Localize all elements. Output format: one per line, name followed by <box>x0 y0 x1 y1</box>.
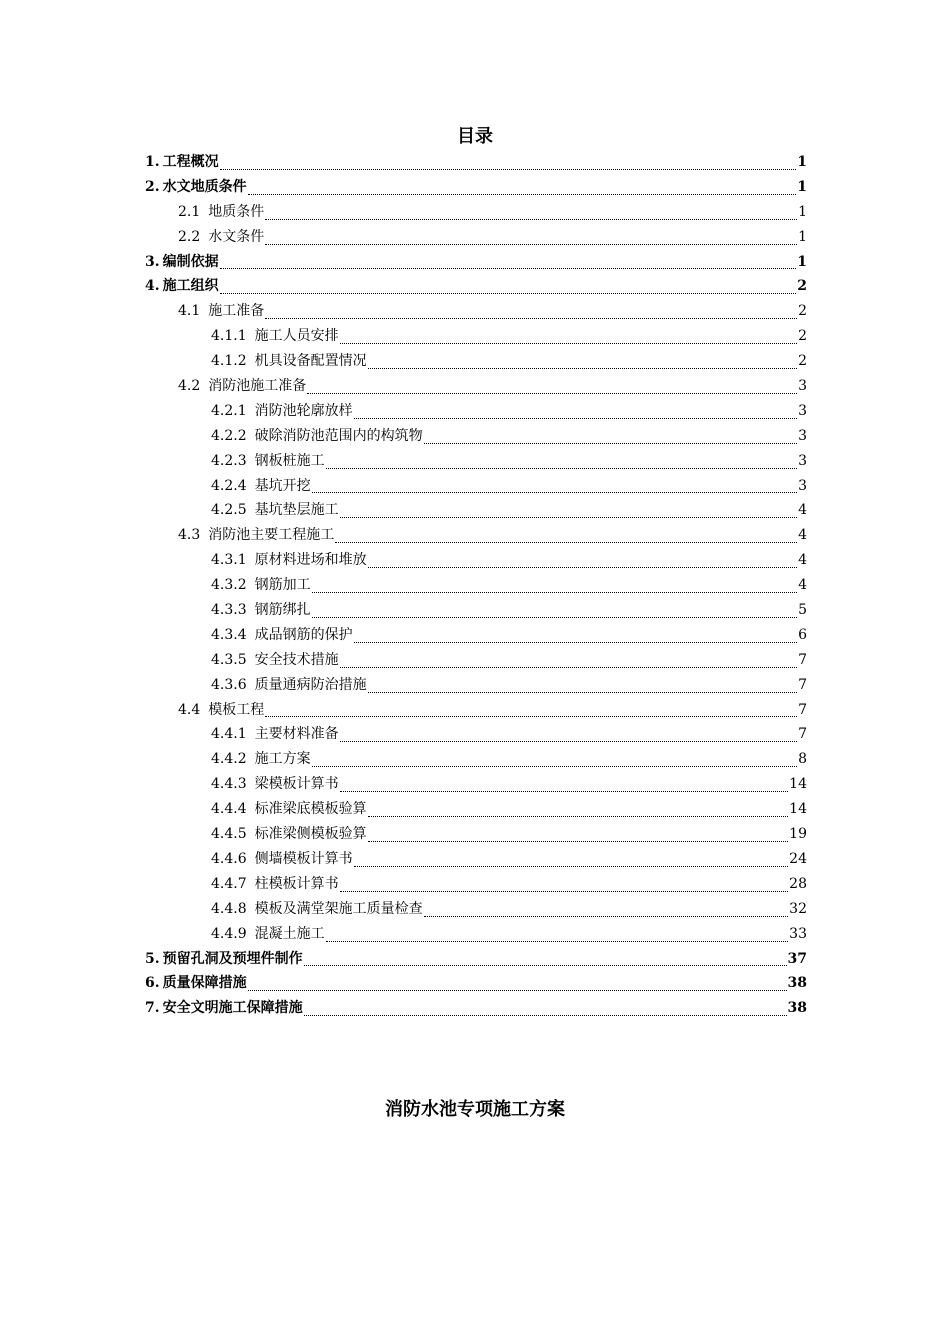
toc-entry-title: 模板及满堂架施工质量检查 <box>254 900 423 917</box>
toc-entry-title: 基坑垫层施工 <box>254 502 339 519</box>
toc-entry[interactable] <box>145 349 807 374</box>
toc-entry-number: 2.2 <box>178 228 201 245</box>
toc-entry-number: 4.4.8 <box>211 900 247 917</box>
toc-entry[interactable] <box>145 424 807 449</box>
toc-entry-title: 安全技术措施 <box>254 651 339 668</box>
toc-entry-page: 3 <box>798 402 807 419</box>
toc-entry-number: 4.3.3 <box>211 602 247 619</box>
toc-entry-page: 37 <box>787 950 807 967</box>
toc-entry-number: 3. <box>145 253 160 270</box>
toc-entry-number: 4.2.3 <box>211 452 247 469</box>
toc-entry-title: 主要材料准备 <box>254 726 339 743</box>
toc-entry-title: 施工方案 <box>254 751 311 768</box>
toc-entry-number: 4.2.2 <box>211 427 247 444</box>
toc-dot-leader <box>354 418 797 419</box>
toc-entry[interactable] <box>145 598 807 623</box>
toc-entry[interactable] <box>145 498 807 523</box>
toc-entry-title: 钢筋加工 <box>254 577 311 594</box>
toc-entry[interactable] <box>145 648 807 673</box>
toc-entry-page: 38 <box>787 975 807 992</box>
toc-entry-title: 地质条件 <box>208 203 265 220</box>
toc-dot-leader <box>368 816 789 817</box>
toc-title: 目录 <box>457 126 493 147</box>
toc-entry[interactable] <box>145 548 807 573</box>
toc-entry-page: 1 <box>797 253 807 270</box>
toc-entry[interactable] <box>145 996 807 1021</box>
toc-entry[interactable] <box>145 623 807 648</box>
toc-entry[interactable] <box>145 897 807 922</box>
toc-entry-page: 3 <box>798 452 807 469</box>
document-title: 消防水池专项施工方案 <box>385 1099 565 1120</box>
toc-entry-page: 24 <box>789 850 807 867</box>
toc-entry-title: 柱模板计算书 <box>254 875 339 892</box>
toc-entry[interactable] <box>145 225 807 250</box>
toc-entry[interactable] <box>145 474 807 499</box>
toc-dot-leader <box>424 916 789 917</box>
toc-entry-page: 1 <box>797 178 807 195</box>
toc-entry-title: 安全文明施工保障措施 <box>162 1000 303 1017</box>
toc-entry-number: 4. <box>145 278 160 295</box>
toc-dot-leader <box>340 891 789 892</box>
toc-entry-page: 7 <box>798 651 807 668</box>
toc-entry-number: 4.2.5 <box>211 502 247 519</box>
toc-entry-title: 消防池主要工程施工 <box>208 527 335 544</box>
toc-entry-title: 消防池施工准备 <box>208 378 307 395</box>
toc-entry-number: 4.4.7 <box>211 875 247 892</box>
toc-entry-page: 4 <box>798 502 807 519</box>
toc-dot-leader <box>265 716 797 717</box>
toc-entry[interactable] <box>145 274 807 299</box>
toc-entry[interactable] <box>145 971 807 996</box>
toc-dot-leader <box>340 741 797 742</box>
toc-entry-number: 4.2.1 <box>211 402 247 419</box>
toc-entry-number: 4.3.5 <box>211 651 247 668</box>
toc-dot-leader <box>312 617 797 618</box>
toc-dot-leader <box>368 841 789 842</box>
toc-dot-leader <box>220 268 797 269</box>
toc-entry[interactable] <box>145 722 807 747</box>
toc-entry-title: 模板工程 <box>208 701 265 718</box>
toc-dot-leader <box>312 492 797 493</box>
toc-entry[interactable] <box>145 797 807 822</box>
toc-entry[interactable] <box>145 922 807 947</box>
toc-dot-leader <box>248 194 797 195</box>
toc-entry[interactable] <box>145 772 807 797</box>
toc-entry-page: 6 <box>798 626 807 643</box>
toc-dot-leader <box>326 468 797 469</box>
toc-entry[interactable] <box>145 175 807 200</box>
toc-entry-page: 1 <box>798 228 807 245</box>
toc-entry-number: 7. <box>145 1000 160 1017</box>
toc-dot-leader <box>265 219 797 220</box>
toc-entry[interactable] <box>145 399 807 424</box>
toc-entry-title: 基坑开挖 <box>254 477 311 494</box>
toc-entry-page: 2 <box>797 278 807 295</box>
toc-dot-leader <box>368 692 797 693</box>
toc-dot-leader <box>326 941 789 942</box>
toc-entry-number: 2.1 <box>178 203 201 220</box>
toc-entry-number: 4.3.6 <box>211 676 247 693</box>
toc-entry-title: 破除消防池范围内的构筑物 <box>254 427 423 444</box>
toc-entry-number: 4.3.1 <box>211 552 247 569</box>
toc-entry[interactable] <box>145 673 807 698</box>
toc-entry-page: 4 <box>798 577 807 594</box>
toc-entry[interactable] <box>145 150 807 175</box>
toc-entry-page: 2 <box>798 303 807 320</box>
toc-entry-title: 施工人员安排 <box>254 328 339 345</box>
toc-entry-page: 3 <box>798 477 807 494</box>
toc-entry-title: 成品钢筋的保护 <box>254 626 353 643</box>
toc-entry-number: 4.4.1 <box>211 726 247 743</box>
toc-entry[interactable] <box>145 847 807 872</box>
toc-dot-leader <box>354 642 797 643</box>
toc-entry[interactable] <box>145 324 807 349</box>
toc-entry-title: 编制依据 <box>162 253 219 270</box>
toc-entry-number: 4.1.1 <box>211 328 247 345</box>
toc-entry[interactable] <box>145 299 807 324</box>
toc-dot-leader <box>304 1015 787 1016</box>
toc-entry-number: 4.4.3 <box>211 776 247 793</box>
toc-entry-title: 标准梁侧模板验算 <box>254 826 367 843</box>
toc-entry-title: 工程概况 <box>162 154 219 170</box>
toc-entry-number: 4.3.2 <box>211 577 247 594</box>
toc-dot-leader <box>307 393 797 394</box>
toc-entry-number: 4.4.6 <box>211 850 247 867</box>
toc-dot-leader <box>265 318 797 319</box>
toc-entry[interactable] <box>145 374 807 399</box>
toc-entry-title: 钢板桩施工 <box>254 452 325 469</box>
toc-entry-number: 4.4.5 <box>211 826 247 843</box>
toc-entry-page: 4 <box>798 552 807 569</box>
toc-entry-page: 3 <box>798 378 807 395</box>
toc-dot-leader <box>340 517 797 518</box>
toc-entry-page: 4 <box>798 527 807 544</box>
toc-entry-number: 5. <box>145 950 160 967</box>
toc-entry-page: 38 <box>787 1000 807 1017</box>
toc-entry-number: 4.4.9 <box>211 925 247 942</box>
toc-dot-leader <box>304 965 787 966</box>
toc-entry-number: 4.3 <box>178 527 201 544</box>
toc-entry-number: 1. <box>145 154 160 170</box>
toc-entry[interactable] <box>145 747 807 772</box>
toc-entry-page: 5 <box>798 602 807 619</box>
toc-entry-page: 2 <box>798 353 807 370</box>
toc-entry-title: 标准梁底模板验算 <box>254 801 367 818</box>
toc-entry[interactable] <box>145 698 807 723</box>
toc-entry[interactable] <box>145 947 807 972</box>
toc-entry-page: 19 <box>789 826 807 843</box>
toc-dot-leader <box>312 766 797 767</box>
toc-entry-page: 32 <box>789 900 807 917</box>
table-of-contents <box>145 150 807 1021</box>
toc-entry-page: 7 <box>798 676 807 693</box>
toc-entry-title: 施工准备 <box>208 303 265 320</box>
toc-dot-leader <box>220 293 797 294</box>
toc-entry-number: 4.2 <box>178 378 201 395</box>
toc-entry-number: 4.3.4 <box>211 626 247 643</box>
toc-entry-page: 1 <box>798 203 807 220</box>
toc-entry[interactable] <box>145 872 807 897</box>
toc-entry-title: 机具设备配置情况 <box>254 353 367 370</box>
toc-entry-number: 4.4.4 <box>211 801 247 818</box>
toc-entry-page: 3 <box>798 427 807 444</box>
toc-dot-leader <box>335 542 797 543</box>
toc-dot-leader <box>424 443 797 444</box>
toc-dot-leader <box>312 592 797 593</box>
toc-entry-title: 原材料进场和堆放 <box>254 552 367 569</box>
toc-entry-title: 质量保障措施 <box>162 975 247 992</box>
toc-entry[interactable] <box>145 250 807 275</box>
toc-dot-leader <box>340 667 797 668</box>
toc-entry[interactable] <box>145 200 807 225</box>
toc-dot-leader <box>354 866 789 867</box>
toc-entry-title: 消防池轮廓放样 <box>254 402 353 419</box>
toc-dot-leader <box>248 990 787 991</box>
toc-dot-leader <box>265 244 797 245</box>
toc-entry-page: 8 <box>798 751 807 768</box>
toc-entry-title: 预留孔洞及预埋件制作 <box>162 950 303 967</box>
toc-entry-page: 14 <box>789 776 807 793</box>
toc-entry-page: 14 <box>789 801 807 818</box>
toc-entry[interactable] <box>145 822 807 847</box>
toc-dot-leader <box>340 343 797 344</box>
toc-entry[interactable] <box>145 523 807 548</box>
toc-entry-page: 1 <box>797 154 807 170</box>
toc-entry-page: 2 <box>798 328 807 345</box>
toc-entry-number: 2. <box>145 178 160 195</box>
toc-entry-number: 4.2.4 <box>211 477 247 494</box>
toc-entry[interactable] <box>145 449 807 474</box>
toc-entry-page: 28 <box>789 875 807 892</box>
toc-dot-leader <box>340 791 789 792</box>
toc-entry-title: 梁模板计算书 <box>254 776 339 793</box>
toc-entry-number: 4.1 <box>178 303 201 320</box>
toc-entry-page: 7 <box>798 701 807 718</box>
toc-entry-title: 水文条件 <box>208 228 265 245</box>
toc-entry-number: 4.4 <box>178 701 201 718</box>
toc-entry-title: 水文地质条件 <box>162 178 247 195</box>
toc-entry-page: 33 <box>789 925 807 942</box>
toc-entry[interactable] <box>145 573 807 598</box>
toc-entry-title: 混凝土施工 <box>254 925 325 942</box>
toc-entry-number: 4.1.2 <box>211 353 247 370</box>
toc-dot-leader <box>220 169 797 170</box>
toc-entry-title: 侧墙模板计算书 <box>254 850 353 867</box>
toc-entry-number: 4.4.2 <box>211 751 247 768</box>
toc-entry-title: 施工组织 <box>162 278 219 295</box>
toc-dot-leader <box>368 567 797 568</box>
toc-entry-page: 7 <box>798 726 807 743</box>
toc-dot-leader <box>368 368 797 369</box>
toc-entry-title: 质量通病防治措施 <box>254 676 367 693</box>
toc-entry-title: 钢筋绑扎 <box>254 602 311 619</box>
toc-entry-number: 6. <box>145 975 160 992</box>
